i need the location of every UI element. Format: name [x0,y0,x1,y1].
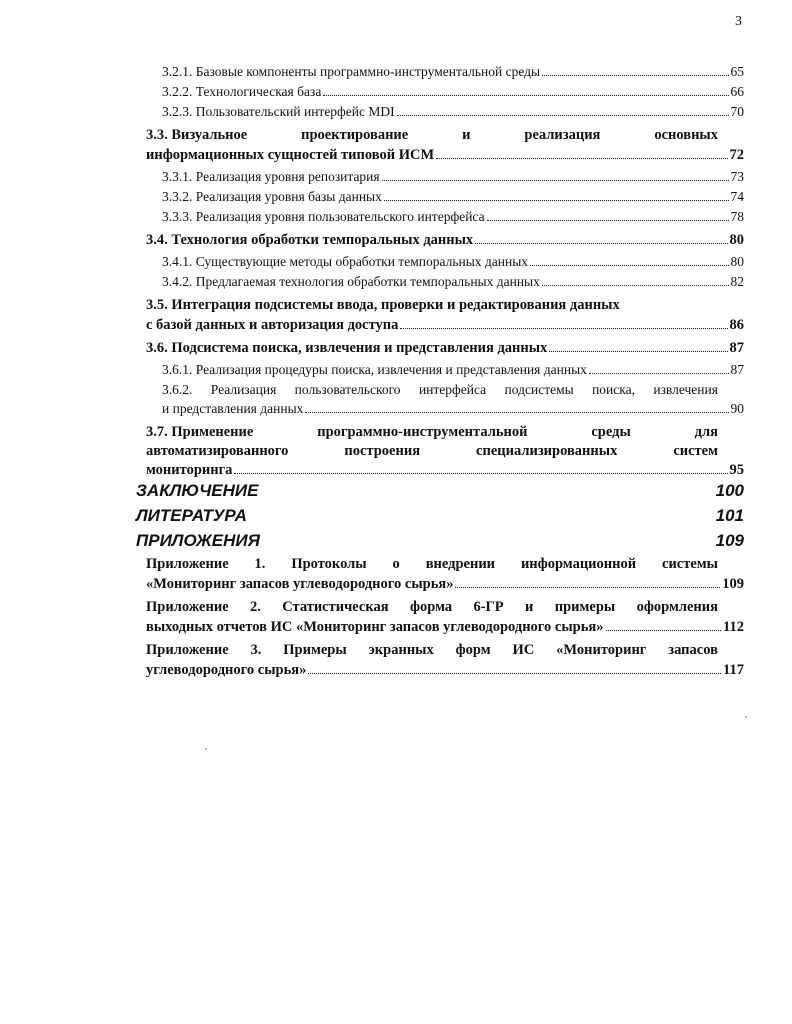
toc-entry-literature[interactable] [136,506,744,526]
toc-entry-3-3-3[interactable] [162,209,744,225]
dot-leader [530,265,728,266]
entry-page: 82 [730,274,744,289]
dot-leader [589,373,729,374]
toc-entry-3-6-1[interactable] [162,362,744,378]
entry-label: 3.6.1. Реализация процедуры поиска, извлечения и представления данных [162,362,587,377]
entry-label: 3.3.1. Реализация уровня репозитария [162,169,380,184]
entry-label: 3.4.1. Существующие методы обработки темпоральных данных [162,254,529,269]
entry-line-2 [146,619,744,635]
entry-label: 3.4.2. Предлагаемая технология обработки темпоральных данных [162,274,540,289]
entry-line-1 [146,642,718,658]
word: среды [591,424,631,440]
entry-page: 66 [730,84,744,99]
toc-entry-appendices[interactable] [136,531,744,551]
word: систем [673,443,718,459]
word: 6-ГР [473,599,504,615]
word: Реализация [210,382,277,397]
word: о [392,556,400,572]
entry-label: 3.2.2. Технологическая база [162,84,322,99]
entry-label: информационных сущностей типовой ИСМ [146,147,435,163]
toc-entry-3-6[interactable] [146,340,744,356]
entry-line-1 [146,424,718,440]
word: информационной [520,556,637,572]
dot-leader [487,220,729,221]
word: специализированных [476,443,618,459]
entry-page: 87 [730,362,744,377]
dot-leader [542,285,729,286]
word: экранных [368,642,434,658]
toc-entry-3-3-2[interactable] [162,189,744,205]
entry-line-2 [146,443,718,459]
word: 1. [254,556,266,572]
word: Примеры [283,642,347,658]
dot-leader [234,473,727,474]
dot-leader [382,180,729,181]
word: построения [344,443,421,459]
word: 3. [250,642,262,658]
word: подсистемы [504,382,574,397]
dot-leader [305,412,728,413]
word: Приложение [146,642,229,658]
word: форм [455,642,491,658]
entry-label: 3.3.3. Реализация уровня пользовательского интерфейса [162,209,485,224]
entry-label: 3.2.1. Базовые компоненты программно-инструментальной среды [162,64,541,79]
entry-line-1 [162,382,718,398]
entry-page: 80 [730,254,744,269]
entry-page: 112 [723,619,744,635]
word: Статистическая [282,599,389,615]
scan-speck [205,748,207,750]
toc-entry-3-4[interactable] [146,232,744,248]
entry-line-3 [146,462,744,478]
word: проектирование [301,127,409,143]
entry-label: ПРИЛОЖЕНИЯ [136,531,261,550]
word: реализация [524,127,601,143]
entry-line-1 [146,297,744,313]
entry-page: 86 [729,317,744,333]
entry-label: углеводородного сырья» [146,662,307,678]
word: форма [409,599,453,615]
entry-line-2 [146,576,744,592]
entry-page: 72 [729,147,744,163]
word: внедрении [425,556,496,572]
entry-line-1 [146,127,718,143]
dot-leader [606,630,722,631]
word: 3.6.2. [162,382,193,397]
toc-entry-3-2-3[interactable] [162,104,744,120]
entry-page: 101 [715,506,744,525]
word: «Мониторинг [556,642,647,658]
toc-entry-3-4-1[interactable] [162,254,744,270]
entry-page: 109 [722,576,744,592]
dot-leader [308,673,721,674]
word: запасов [668,642,718,658]
entry-label: «Мониторинг запасов углеводородного сырья» [146,576,454,592]
entry-label: выходных отчетов ИС «Мониторинг запасов углеводородного сырья» [146,619,604,635]
dot-leader [475,243,727,244]
word: 3.7. Применение [146,424,254,440]
entry-label: ЛИТЕРАТУРА [136,506,247,525]
word: оформления [636,599,718,615]
entry-page: 117 [723,662,744,678]
entry-label: и представления данных [162,401,304,416]
entry-page: 73 [730,169,744,184]
toc-entry-3-2-1[interactable] [162,64,744,80]
entry-line-2 [146,662,744,678]
dot-leader [542,75,728,76]
entry-page: 80 [729,232,744,248]
entry-page: 74 [730,189,744,204]
entry-line-2 [146,147,744,163]
entry-label: 3.3.2. Реализация уровня базы данных [162,189,382,204]
entry-page: 87 [729,340,744,356]
entry-label: 3.2.3. Пользовательский интерфейс MDI [162,104,395,119]
dot-leader [436,158,727,159]
entry-label: ЗАКЛЮЧЕНИЕ [136,481,259,500]
toc-entry-3-3-1[interactable] [162,169,744,185]
word: Приложение [146,556,229,572]
word: программно-инструментальной [317,424,528,440]
entry-page: 109 [715,531,744,550]
word: 2. [250,599,261,615]
word: пользовательского [294,382,401,397]
dot-leader [549,351,727,352]
page-number: 3 [735,14,742,29]
entry-label: мониторинга [146,462,233,478]
dot-leader [400,328,727,329]
word: Приложение [146,599,229,615]
entry-page: 70 [730,104,744,119]
entry-line-2 [146,317,744,333]
entry-page: 90 [730,401,744,416]
word: интерфейса [418,382,487,397]
word: ИС [512,642,535,658]
entry-label: 3.6. Подсистема поиска, извлечения и представления данных [146,340,548,356]
word: 3.3. Визуальное [146,127,248,143]
word: для [694,424,718,440]
scan-speck [745,716,747,718]
toc-entry-3-4-2[interactable] [162,274,744,290]
dot-leader [384,200,729,201]
entry-line-1 [146,556,718,572]
word: автоматизированного [146,443,289,459]
entry-page: 95 [729,462,744,478]
dot-leader [323,95,728,96]
entry-page: 100 [715,481,744,500]
word: и [525,599,534,615]
entry-page: 78 [730,209,744,224]
word: и [462,127,471,143]
word: примеры [554,599,616,615]
entry-label: 3.5. Интеграция подсистемы ввода, проверки и редактирования данных [146,297,620,313]
word: извлечения [653,382,718,397]
toc-entry-conclusion[interactable] [136,481,744,501]
entry-page: 65 [730,64,744,79]
toc-entry-3-2-2[interactable] [162,84,744,100]
word: поиска, [592,382,635,397]
word: Протоколы [291,556,367,572]
dot-leader [397,115,729,116]
dot-leader [455,587,720,588]
entry-line-1 [146,599,718,615]
entry-label: с базой данных и авторизация доступа [146,317,399,333]
entry-line-2 [162,401,744,417]
word: основных [654,127,718,143]
word: системы [662,556,718,572]
entry-label: 3.4. Технология обработки темпоральных данных [146,232,474,248]
